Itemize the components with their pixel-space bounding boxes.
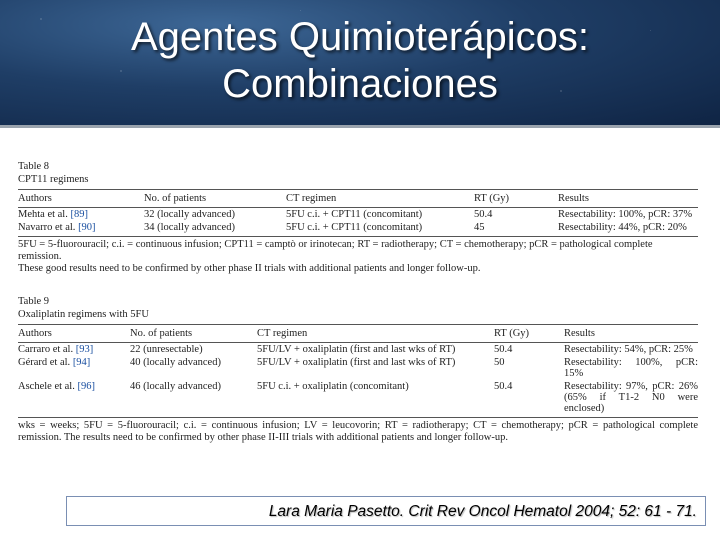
author-cell	[18, 221, 144, 236]
tables-area	[18, 160, 698, 444]
table-row	[18, 343, 698, 357]
regimen-cell: 5FU/LV + oxaliplatin (first and last wks of RT)	[257, 344, 456, 355]
results-cell: Resectability: 44%, pCR: 20%	[558, 222, 687, 233]
column-header: No. of patients	[130, 325, 257, 343]
author-name: Carraro et al.	[18, 344, 74, 355]
rt-cell: 50.4	[494, 381, 513, 392]
footnote-abbreviations: 5FU = 5-fluorouracil; c.i. = continuous infusion; CPT11 = camptò or irinotecan; RT = radiotherapy; CT = chemotherapy; pCR = pathological complete remission.	[18, 239, 653, 262]
reference-link[interactable]: [90]	[78, 222, 96, 233]
column-header: No. of patients	[144, 190, 286, 208]
column-header: Results	[558, 190, 698, 208]
results-cell: Resectability: 54%, pCR: 25%	[564, 344, 693, 355]
table-9-header-row	[18, 325, 698, 343]
author-name: Navarro et al.	[18, 222, 76, 233]
author-cell	[18, 208, 144, 222]
column-header: CT regimen	[257, 325, 494, 343]
column-header: Results	[564, 325, 698, 343]
rt-cell: 50	[494, 357, 505, 368]
patients-cell: 32 (locally advanced)	[144, 209, 235, 220]
table-9-footnote: wks = weeks; 5FU = 5-fluorouracil; c.i. = continuous infusion; LV = leucovorin; RT = radiotherapy; CT = chemotherapy; pCR = pathological complete remission. The results need to be confirmed by other phase II-III trials with additional patients and longer follow-up.	[18, 417, 698, 444]
column-header: RT (Gy)	[474, 190, 558, 208]
table-row	[18, 356, 698, 380]
author-name: Aschele et al.	[18, 381, 75, 392]
table-row	[18, 208, 698, 222]
footnote-remark: These good results need to be confirmed by other phase II trials with additional patients and longer follow-up.	[18, 263, 481, 274]
patients-cell: 34 (locally advanced)	[144, 222, 235, 233]
slide-title	[0, 14, 720, 108]
author-cell	[18, 343, 130, 357]
citation-box: Lara Maria Pasetto. Crit Rev Oncol Hematol 2004; 52: 61 - 71.	[66, 496, 706, 526]
results-cell: Resectability: 97%, pCR: 26% (65% if T1-2 N0 were enclosed)	[564, 381, 698, 414]
reference-link[interactable]: [89]	[70, 209, 88, 220]
title-banner	[0, 0, 720, 128]
regimen-cell: 5FU c.i. + oxaliplatin (concomitant)	[257, 381, 409, 392]
results-cell: Resectability: 100%, pCR: 37%	[558, 209, 693, 220]
title-line-1: Agentes Quimioterápicos:	[130, 15, 589, 59]
reference-link[interactable]: [94]	[72, 357, 91, 368]
table-8-caption: CPT11 regimens	[18, 174, 89, 185]
rt-cell: 45	[474, 222, 485, 233]
table-9-label: Table 9	[18, 296, 50, 307]
reference-link[interactable]: [96]	[77, 381, 95, 392]
table-9	[18, 295, 698, 444]
author-cell	[18, 380, 130, 417]
rt-cell: 50.4	[474, 209, 493, 220]
column-header: Authors	[18, 190, 144, 208]
table-8-header-row	[18, 190, 698, 208]
regimen-cell: 5FU c.i. + CPT11 (concomitant)	[286, 222, 423, 233]
regimen-cell: 5FU c.i. + CPT11 (concomitant)	[286, 209, 423, 220]
column-header: RT (Gy)	[494, 325, 564, 343]
column-header: CT regimen	[286, 190, 474, 208]
title-line-2: Combinaciones	[222, 62, 498, 106]
table-8-label: Table 8	[18, 161, 50, 172]
patients-cell: 46 (locally advanced)	[130, 381, 221, 392]
column-header: Authors	[18, 325, 130, 343]
table-8	[18, 160, 698, 275]
table-8-grid	[18, 189, 698, 236]
author-cell	[18, 356, 130, 380]
author-name: Mehta et al.	[18, 209, 68, 220]
regimen-cell: 5FU/LV + oxaliplatin (first and last wks of RT)	[257, 357, 456, 368]
table-9-grid	[18, 324, 698, 417]
table-row	[18, 380, 698, 417]
table-8-footnote	[18, 236, 698, 275]
rt-cell: 50.4	[494, 344, 513, 355]
results-cell: Resectability: 100%, pCR: 15%	[564, 357, 698, 379]
author-name: Gérard et al.	[18, 357, 71, 368]
patients-cell: 22 (unresectable)	[130, 344, 203, 355]
table-row	[18, 221, 698, 236]
patients-cell: 40 (locally advanced)	[130, 357, 221, 368]
reference-link[interactable]: [93]	[75, 344, 94, 355]
table-9-caption: Oxaliplatin regimens with 5FU	[18, 309, 149, 320]
